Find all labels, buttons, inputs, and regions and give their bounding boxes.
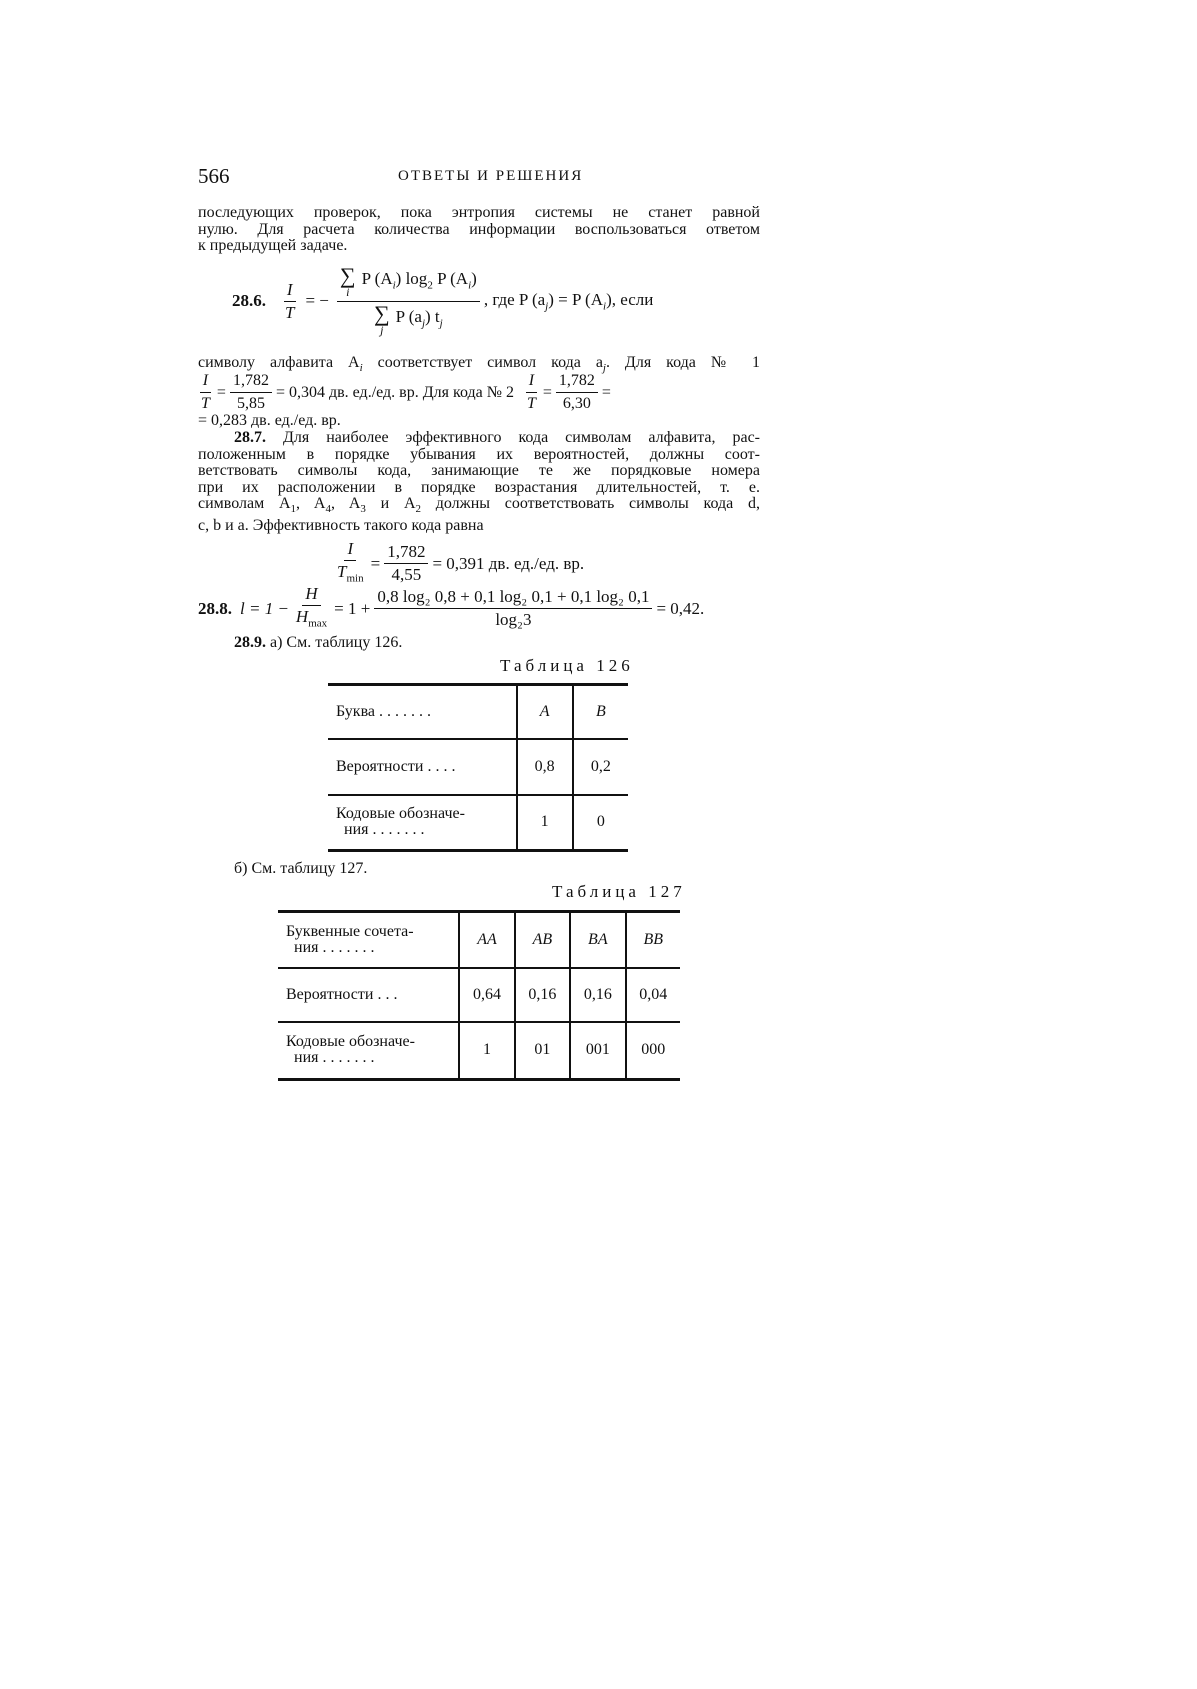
paragraph-28-6-continuation: символу алфавита $A_i$ соответствует символ кода $a_j$. Для кода № 1 — [198, 354, 761, 375]
main-fraction — [337, 262, 480, 337]
equation-label: 28.8. — [198, 598, 232, 618]
intro-line: последующих проверок, пока энтропия системы не станет равной — [198, 204, 760, 221]
paragraph-28-9: 28.9. а) См. таблицу 126. — [234, 634, 403, 651]
equation-tail: , где P $(a_j) = P$ $(A_i)$, если — [483, 289, 654, 313]
table-126-caption: Таблица 126 — [500, 656, 634, 675]
equals-minus: = − — [305, 291, 329, 310]
intro-paragraph — [198, 205, 760, 255]
table-127 — [278, 910, 680, 1081]
paragraph-28-7: 28.7. Для наиболее эффективного кода символам алфавита, рас- положенным в порядке убывания их вероятностей, должны соот- ветствовать символы кода, занимающие те же порядковые номера при их расположении в порядке возрастания длительностей, т. е. символам $A_1$, $A_4$, $A_3$ и $A_2$ должны соответствовать символы кода d, c, b и a. Эффективность такого кода равна — [198, 429, 761, 534]
table-row: Буквенные сочета- ния . . . . . . . AA AB BA BB — [278, 912, 680, 968]
code2-result: = 0,283 дв. ед./ед. вр. — [198, 412, 341, 429]
intro-line: нулю. Для расчета количества информации воспользоваться ответом — [198, 220, 760, 238]
equation-label: 28.6. — [232, 291, 266, 310]
running-title: ОТВЕТЫ И РЕШЕНИЯ — [398, 168, 584, 184]
table-126 — [328, 683, 628, 852]
lhs-denominator: T — [285, 302, 295, 322]
problem-label: 28.7. — [234, 429, 266, 446]
paragraph-b: б) См. таблицу 127. — [234, 860, 368, 877]
table-127-caption: Таблица 127 — [552, 882, 686, 901]
intro-line: к предыдущей задаче. — [198, 237, 348, 254]
equation-28-8: 28.8. l = 1 − $\frac{H}{H_{max}}$ = 1 + $\frac{\text{0,8 log₂ 0,8 + 0,1 log₂ 0,1 + 0,1 log₂ 0,1}}{\text{log₂3}}$ = 0,42. — [198, 584, 705, 630]
table-row: Буква . . . . . . . A B — [328, 685, 628, 739]
equation-28-7: $\frac{I}{T_{min}}$ = $\frac{1,782}{4,55}$ = 0,391 дв. ед./ед. вр. — [337, 539, 585, 585]
page-number: 566 — [198, 164, 230, 188]
table-row: Кодовые обозначе- ния . . . . . . . 1 01 001 000 — [278, 1022, 680, 1080]
lhs-numerator: I — [284, 281, 296, 302]
table-row: Вероятности . . . . 0,8 0,2 — [328, 739, 628, 795]
table-row: Вероятности . . . 0,64 0,16 0,16 0,04 — [278, 968, 680, 1022]
sum-symbol: ∑ i — [339, 262, 356, 299]
sum-symbol: ∑ j — [373, 300, 390, 337]
main-denominator: ∑ j P $(a_j)$ $t_j$ — [373, 300, 443, 337]
equation-28-6 — [232, 262, 654, 337]
code-efficiency-line: $\frac{I}{T}$ = $\frac{1,782}{5,85}$ = 0,304 дв. ед./ед. вр. Для кода № 2 $\frac{I}{T}$ = $\frac{1,782}{6,30}$ = — [201, 372, 611, 412]
lhs-fraction — [282, 281, 297, 322]
main-numerator: ∑ i P $(A_i)$ $\log_2 P$ $(A_i)$ — [337, 266, 480, 302]
table-row: Кодовые обозначе- ния . . . . . . . 1 0 — [328, 795, 628, 851]
